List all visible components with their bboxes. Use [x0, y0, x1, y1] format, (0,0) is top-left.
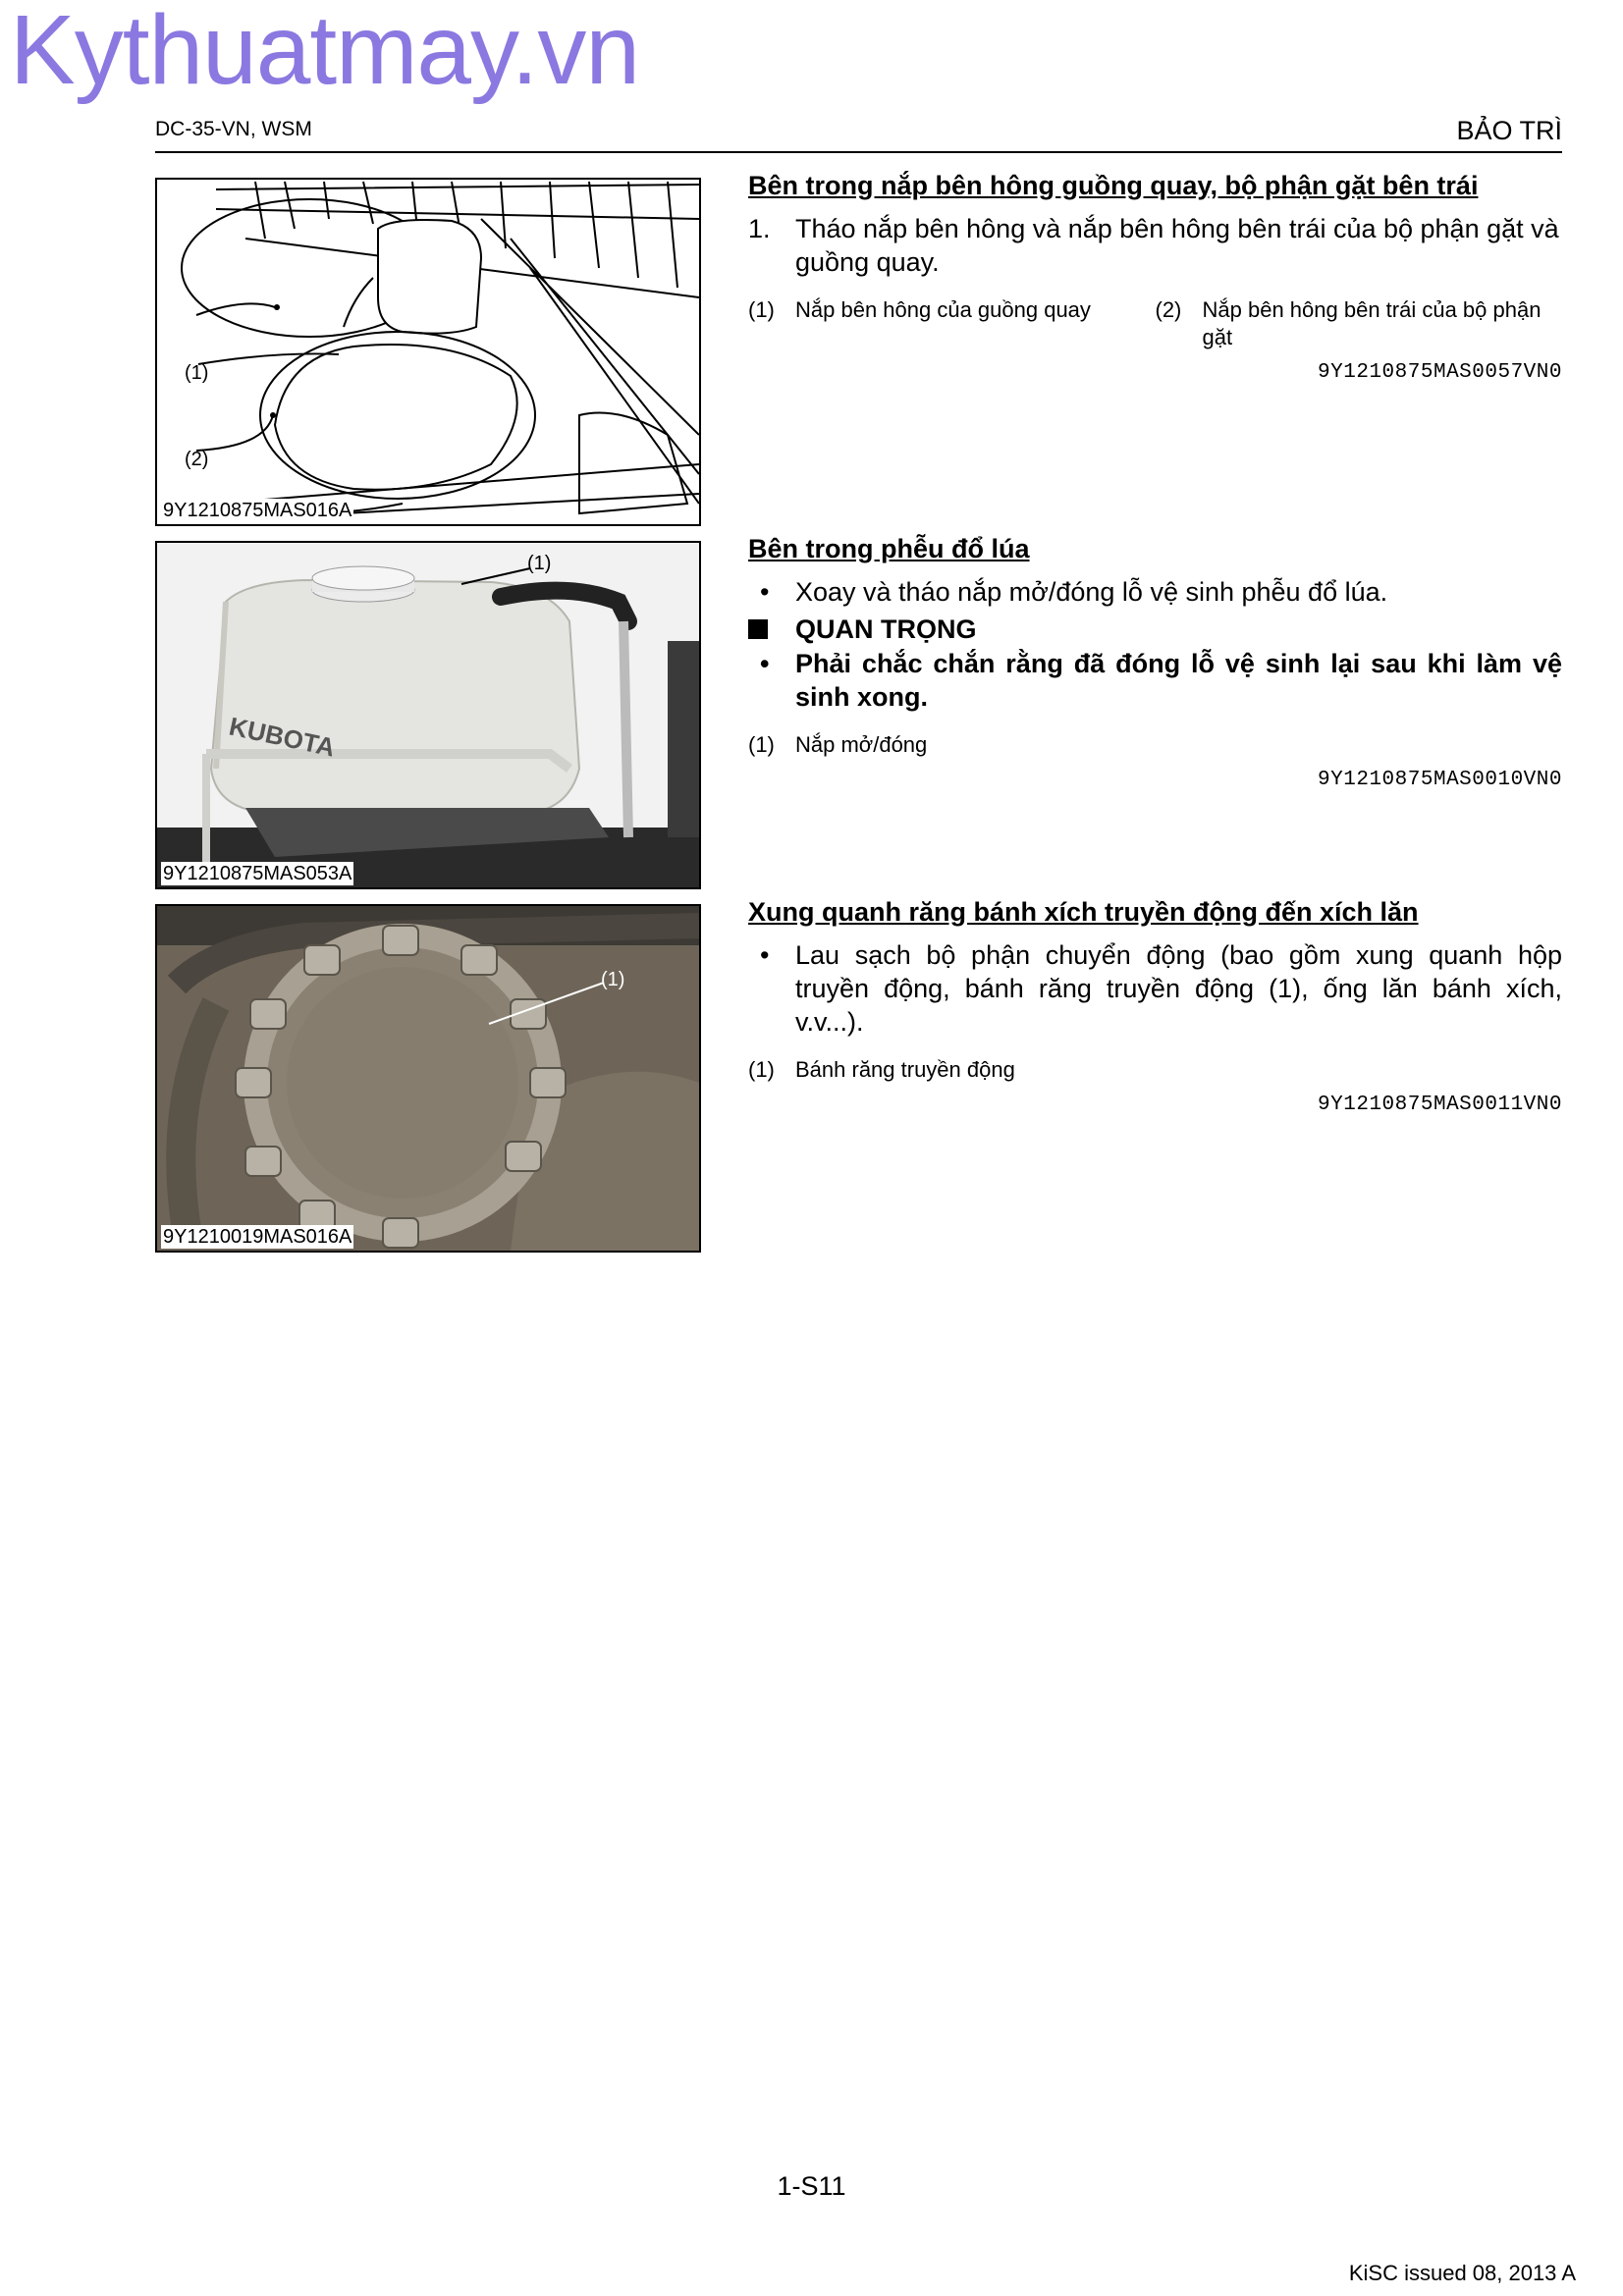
figure-code: 9Y1210875MAS053A — [163, 863, 352, 884]
bullet-marker: • — [760, 649, 770, 678]
callout-1: (1) — [527, 553, 552, 574]
figure-code: 9Y1210875MAS016A — [163, 500, 352, 521]
brand-text: KUBOTA — [226, 711, 338, 763]
important-text: Phải chắc chắn rằng đã đóng lỗ vệ sinh lại sau khi làm vệ sinh xong. — [795, 649, 1562, 712]
reference-code: 9Y1210875MAS0010VN0 — [1318, 769, 1562, 791]
drive-sprocket-photo — [157, 906, 699, 1251]
section-reel-side-cover — [748, 169, 1562, 384]
bullet-text: Xoay và tháo nắp mở/đóng lỗ vệ sinh phễu đổ lúa. — [795, 577, 1388, 607]
step-1 — [748, 212, 1562, 279]
reference-code: 9Y1210875MAS0057VN0 — [1318, 361, 1562, 384]
legend-item — [748, 1056, 1562, 1084]
header-section: BẢO TRÌ — [1456, 116, 1562, 145]
legend-number: (1) — [748, 297, 775, 322]
reference-code: 9Y1210875MAS0011VN0 — [1318, 1094, 1562, 1116]
page-number: 1-S11 — [777, 2171, 846, 2201]
bullet-marker: • — [760, 940, 770, 970]
section-drive-sprocket — [748, 895, 1562, 1116]
figure-grain-hopper — [155, 541, 701, 889]
header-rule — [155, 151, 1562, 153]
callout-1: (1) — [185, 362, 209, 384]
legend-text: Nắp bên hông của guồng quay — [795, 297, 1091, 322]
legend-item — [748, 731, 1562, 759]
footer-issue: KiSC issued 08, 2013 A — [1348, 2261, 1576, 2285]
legend-item — [1156, 296, 1563, 351]
legend-text: Nắp bên hông bên trái của bộ phận gặt — [1202, 297, 1542, 349]
watermark: Kythuatmay.vn — [10, 0, 640, 105]
section-title: Bên trong phễu đổ lúa — [748, 534, 1030, 563]
section-title: Bên trong nắp bên hông guồng quay, bộ phận gặt bên trái — [748, 171, 1479, 200]
header-model: DC-35-VN, WSM — [155, 118, 312, 140]
bullet-item — [748, 575, 1562, 609]
legend — [748, 296, 1562, 351]
bullet-item — [748, 938, 1562, 1039]
figure-drive-sprocket — [155, 904, 701, 1253]
side-covers-drawing — [157, 180, 699, 524]
important-heading — [748, 613, 1562, 647]
important-bullet — [748, 647, 1562, 714]
bullet-marker: • — [760, 577, 770, 607]
legend — [748, 1056, 1562, 1084]
legend-number: (2) — [1155, 297, 1182, 322]
grain-hopper-photo — [157, 543, 699, 887]
callout-2: (2) — [185, 449, 209, 470]
figure-code: 9Y1210019MAS016A — [163, 1226, 352, 1248]
legend — [748, 731, 1562, 759]
section-title: Xung quanh răng bánh xích truyền động đến xích lăn — [748, 897, 1419, 927]
legend-number: (1) — [748, 1057, 775, 1082]
important-label: QUAN TRỌNG — [795, 614, 977, 644]
section-grain-hopper — [748, 532, 1562, 791]
step-text: Tháo nắp bên hông và nắp bên hông bên trái của bộ phận gặt và guồng quay. — [795, 214, 1559, 277]
square-marker-icon — [748, 619, 768, 639]
legend-text: Nắp mở/đóng — [795, 732, 928, 757]
callout-1: (1) — [601, 969, 625, 990]
legend-text: Bánh răng truyền động — [795, 1057, 1015, 1082]
step-number: 1. — [748, 214, 771, 243]
legend-item — [748, 296, 1156, 351]
legend-number: (1) — [748, 732, 775, 757]
figure-side-covers — [155, 178, 701, 526]
bullet-text: Lau sạch bộ phận chuyển động (bao gồm xung quanh hộp truyền động, bánh răng truyền động (1), ống lăn bánh xích, v.v...). — [795, 940, 1562, 1037]
